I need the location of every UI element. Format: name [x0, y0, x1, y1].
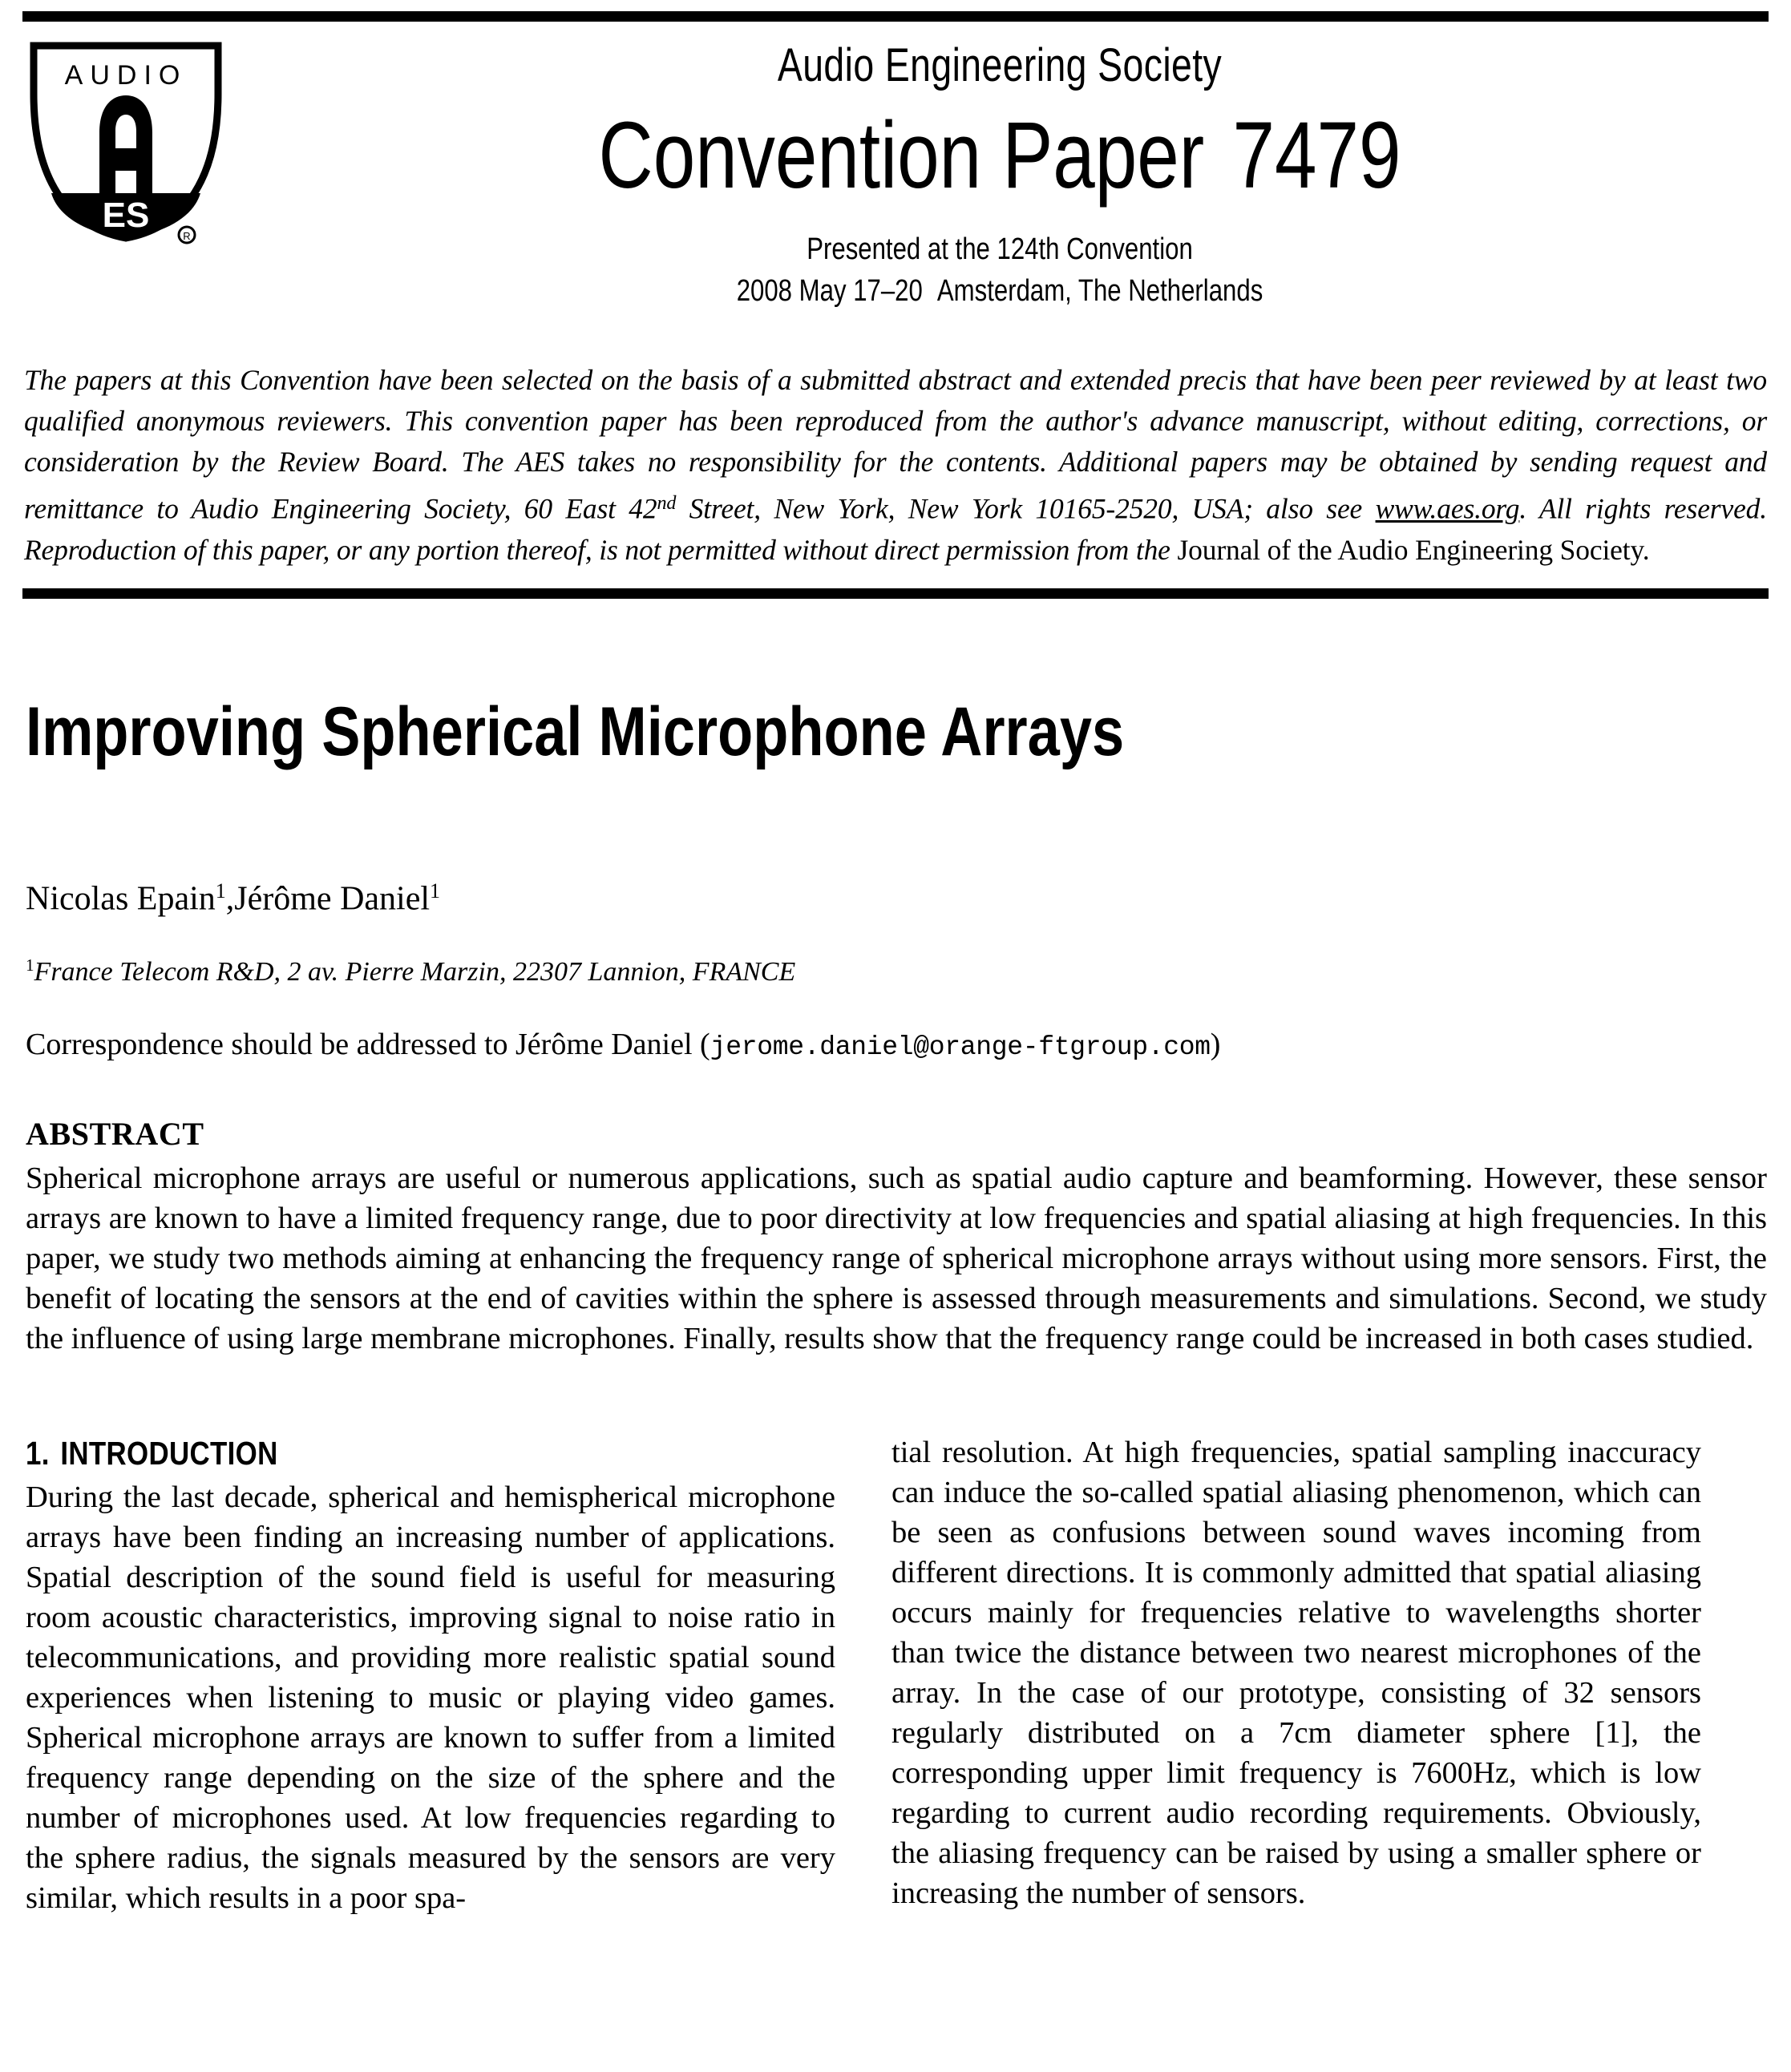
- disclaimer-part-1: The papers at this Convention have been selected on the basis of a submitted abstract and extended precis that have been peer reviewed by at least two qualified anonymous reviewers. This convention paper has been reproduced from the author's advance manuscript, without editing, corrections, or consideration by the Review Board. The AES takes no responsibility for the contents. Additional papers may be obtained by sending request and remittance to Audio Engineering Society, 60 East 42: [24, 364, 1767, 525]
- paper-number: 7479: [1232, 103, 1401, 208]
- abstract-heading: ABSTRACT: [26, 1115, 204, 1152]
- correspondence-prefix: Correspondence should be addressed to Jérôme Daniel (: [26, 1027, 710, 1061]
- column-left: [26, 1432, 835, 1918]
- aes-shield-logo-svg: [22, 34, 229, 249]
- section-title: INTRODUCTION: [60, 1434, 278, 1472]
- author-2-affil-marker: 1: [430, 878, 441, 903]
- paper-title-line: [385, 103, 1615, 208]
- header-rule-bottom: [22, 588, 1769, 599]
- author-list: [26, 871, 1769, 919]
- correspondence-line: [26, 1025, 1769, 1067]
- abstract-body: Spherical microphone arrays are useful or numerous applications, such as spatial audio capture and beamforming. However, these sensor arrays are known to have a limited frequency range, due to poor directivity at low frequencies and spatial aliasing at high frequencies. In this paper, we study two methods aiming at enhancing the frequency range of spherical microphone arrays without using more sensors. First, the benefit of locating the sensors at the end of cavities within the sphere is assessed through measurements and simulations. Second, we study the influence of using large membrane microphones. Finally, results show that the frequency range could be increased in both cases studied.: [26, 1161, 1767, 1355]
- masthead: [22, 22, 1769, 334]
- disclaimer-ordinal: nd: [657, 492, 677, 514]
- disclaimer-paragraph: [24, 360, 1767, 571]
- presented-info: [370, 228, 1631, 312]
- right-column-text: tial resolution. At high frequencies, spatial sampling inaccuracy can induce the so-called spatial aliasing phenomenon, which can be seen as confusions between sound waves incoming from different directions. It is commonly admitted that spatial aliasing occurs mainly for frequencies relative to wavelengths shorter than twice the distance between two nearest microphones of the array. In the case of our prototype, consisting of 32 sensors regularly distributed on a 7cm diameter sphere [1], the corresponding upper limit frequency is 7600Hz, which is low regarding to current audio recording requirements. Obviously, the aliasing frequency can be raised by using a smaller sphere or increasing the number of sensors.: [891, 1435, 1701, 1910]
- aes-shield-logo: [22, 34, 231, 251]
- convention-date: 2008 May 17–20: [736, 274, 923, 308]
- logo-top-text: AUDIO: [64, 60, 188, 91]
- column-right: [891, 1432, 1701, 1918]
- presented-line: Presented at the 124th Convention: [807, 232, 1193, 266]
- aes-website-link[interactable]: www.aes.org: [1375, 492, 1520, 525]
- affiliation: [26, 947, 1769, 990]
- page-title: Improving Spherical Microphone Arrays: [26, 693, 1125, 770]
- disclaimer-part-2: Street, New York, New York 10165-2520, USA; also see: [676, 492, 1376, 525]
- two-column-body: [26, 1432, 1767, 1918]
- affiliation-marker: 1: [26, 955, 34, 975]
- correspondence-email[interactable]: jerome.daniel@orange-ftgroup.com: [710, 1032, 1211, 1062]
- society-name: Audio Engineering Society: [777, 39, 1223, 91]
- journal-name: Journal of the Audio Engineering Society.: [1177, 533, 1650, 566]
- paper-page: [0, 11, 1791, 2072]
- convention-location: Amsterdam, The Netherlands: [936, 274, 1263, 308]
- disclaimer-part-3: . All rights reserved. Reproduction of this paper, or any portion thereof, is not permitted without direct permission from the: [24, 492, 1768, 566]
- left-column-text: During the last decade, spherical and hemispherical microphone arrays have been finding an increasing number of applications. Spatial description of the sound field is useful for measuring room acoustic characteristics, improving signal to noise ratio in telecommunications, and providing more realistic spatial sound experiences when listening to music or playing video games. Spherical microphone arrays are known to suffer from a limited frequency range depending on the size of the sphere and the number of microphones used. At low frequencies regarding to the sphere radius, the signals measured by the sensors are very similar, which results in a poor spa-: [26, 1480, 835, 1915]
- section-heading-introduction: [26, 1432, 714, 1474]
- registered-mark-icon: R: [183, 230, 191, 242]
- paper-label: Convention Paper: [598, 103, 1205, 208]
- header-rule-top: [22, 11, 1769, 22]
- author-1-name: Nicolas Epain: [26, 880, 216, 918]
- masthead-text: [231, 39, 1769, 312]
- date-location-line: [370, 270, 1631, 312]
- logo-band-text: ES: [102, 196, 150, 235]
- author-1-affil-marker: 1: [215, 878, 226, 903]
- correspondence-suffix: ): [1210, 1027, 1221, 1061]
- section-number: 1.: [26, 1434, 50, 1472]
- author-2-name: ,Jérôme Daniel: [225, 880, 431, 918]
- affiliation-text: France Telecom R&D, 2 av. Pierre Marzin, 22307 Lannion, FRANCE: [34, 956, 796, 987]
